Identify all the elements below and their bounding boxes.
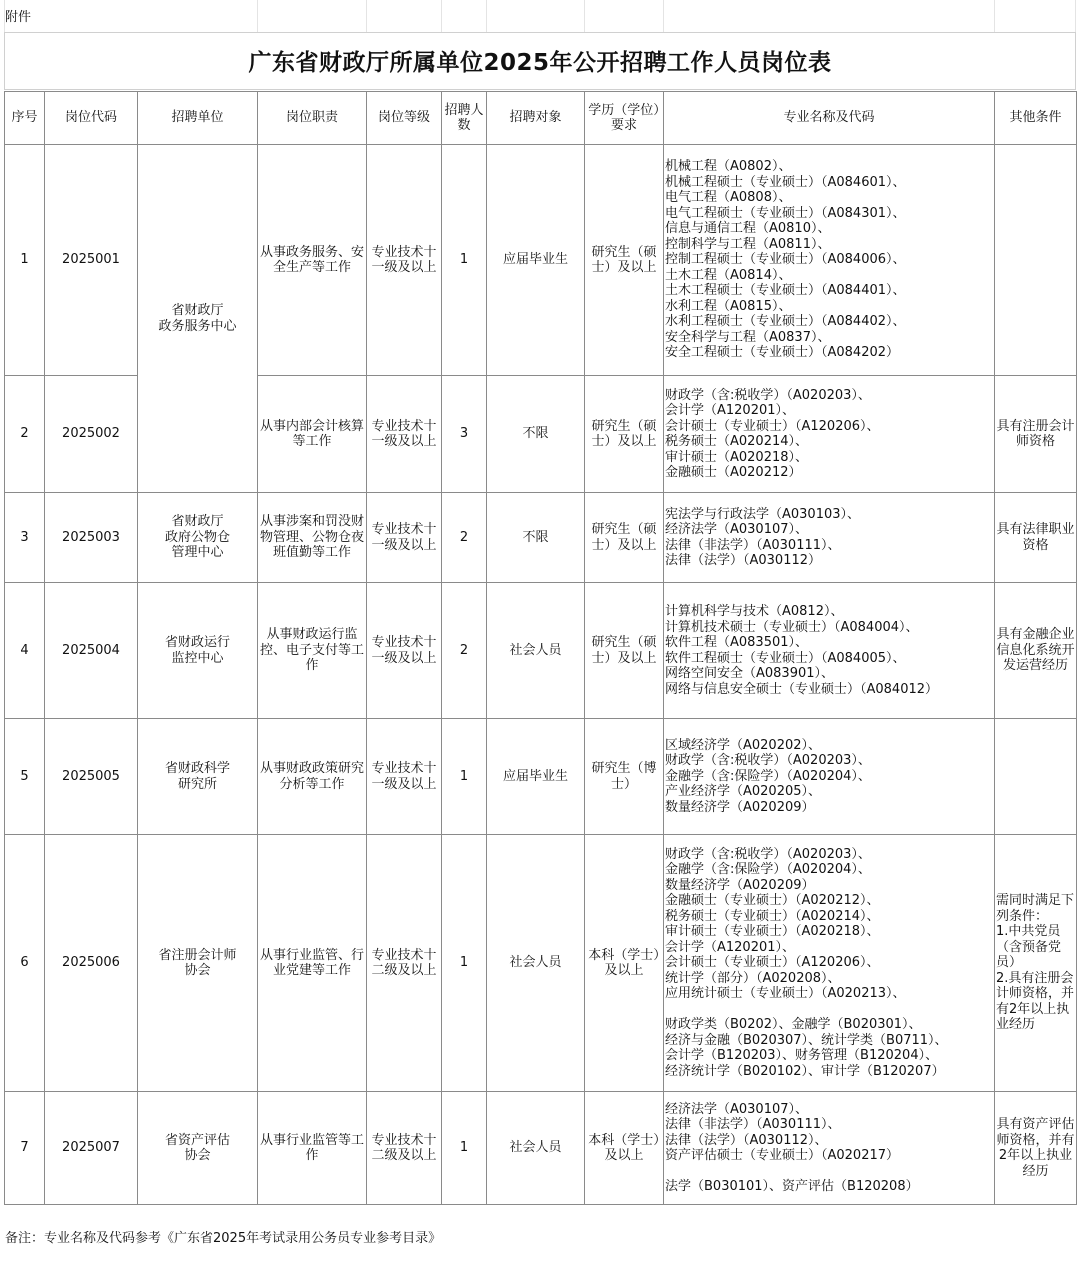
cell-count-text: 2 <box>459 642 469 658</box>
cell-duty <box>258 493 367 583</box>
major-line: 审计硕士（A020218）、 <box>665 449 809 465</box>
table-row <box>5 835 1077 1092</box>
major-line: 会计硕士（专业硕士）（A120206）、 <box>665 955 880 971</box>
major-line: 财政学（含:税收学）（A020203）、 <box>665 753 871 769</box>
header-duty: 岗位职责 <box>258 92 367 145</box>
cell-duty <box>258 1092 367 1205</box>
header-no: 序号 <box>5 92 45 145</box>
cell-count-text: 1 <box>459 1140 469 1156</box>
major-line: 电气工程（A0808）、 <box>665 190 792 206</box>
cell-unit-text <box>139 514 256 561</box>
cell-unit-text <box>139 1133 256 1164</box>
cell-majors <box>664 376 995 493</box>
header-edu: 学历（学位）要求 <box>585 92 664 145</box>
table-header-row <box>5 92 1077 145</box>
page-title: 广东省财政厅所属单位2025年公开招聘工作人员岗位表 <box>248 50 832 76</box>
cell-unit <box>138 835 258 1092</box>
cell-edu <box>585 376 664 493</box>
cell-edu-text: 研究生（博士） <box>591 761 657 792</box>
cell-unit-text <box>139 635 256 666</box>
major-line: 法学（B030101）、资产评估（B120208） <box>665 1179 919 1194</box>
cell-target-text: 不限 <box>522 529 549 545</box>
table-row <box>5 1092 1077 1205</box>
text-line: 省财政科学 <box>164 761 230 776</box>
text-line: 监控中心 <box>171 650 224 666</box>
cell-target <box>487 145 585 376</box>
cell-duty-text: 从事财政政策研究分析等工作 <box>259 761 364 792</box>
cell-other-text: 具有注册会计师资格 <box>996 418 1075 449</box>
cell-no-text: 5 <box>20 768 29 784</box>
major-line: 计算机技术硕士（专业硕士）（A084004）、 <box>665 619 919 635</box>
major-line: 经济法学（A030107）、 <box>665 1101 809 1117</box>
cell-duty <box>258 376 367 493</box>
major-line: 财政学类（B0202）、金融学（B020301）、 <box>665 1017 922 1033</box>
major-line: 税务硕士（A020214）、 <box>665 434 809 449</box>
cell-no <box>5 145 45 376</box>
major-line: 水利工程硕士（专业硕士）（A084402）、 <box>665 314 906 330</box>
cell-code <box>45 493 138 583</box>
cell-count <box>442 376 487 493</box>
cell-other <box>995 719 1077 835</box>
major-line: 财政学（含:税收学）（A020203）、 <box>665 846 871 862</box>
cell-code-text: 2025004 <box>62 642 120 658</box>
cell-majors <box>664 835 995 1092</box>
cell-majors <box>664 493 995 583</box>
major-line: 经济与金融（B020307）、统计学类（B0711）、 <box>665 1032 948 1048</box>
header-other: 其他条件 <box>995 92 1077 145</box>
text-line: 省财政厅 <box>171 514 224 530</box>
cell-target <box>487 376 585 493</box>
cell-edu-text: 本科（学士）及以上 <box>588 947 660 978</box>
major-line: 法律（法学）（A030112） <box>665 553 822 568</box>
major-line: 法律（非法学）（A030111）、 <box>665 537 841 553</box>
cell-unit <box>138 493 258 583</box>
major-line: 会计硕士（专业硕士）（A120206）、 <box>665 418 880 434</box>
cell-duty <box>258 583 367 719</box>
cell-count <box>442 1092 487 1205</box>
cell-no-text: 4 <box>20 642 29 658</box>
major-line: 产业经济学（A020205）、 <box>665 784 822 800</box>
cell-target-text: 不限 <box>522 426 549 442</box>
cell-count-text: 1 <box>459 252 469 268</box>
major-line: 税务硕士（专业硕士）（A020214）、 <box>665 908 880 924</box>
major-line: 金融学（含:保险学）（A020204）、 <box>665 768 871 784</box>
major-line: 会计学（A120201）、 <box>665 939 796 955</box>
cell-duty-text: 从事涉案和罚没财物管理、公物仓夜班值勤等工作 <box>259 514 364 561</box>
major-line: 法律（非法学）（A030111）、 <box>665 1117 841 1132</box>
cell-other-text: 具有资产评估师资格，并有2年以上执业经历 <box>996 1117 1075 1179</box>
cell-target <box>487 493 585 583</box>
footnote: 备注：专业名称及代码参考《广东省2025年考试录用公务员专业参考目录》 <box>5 1231 442 1246</box>
cell-target-text: 应届毕业生 <box>502 252 568 268</box>
major-line: 会计学（A120201）、 <box>665 403 796 418</box>
cell-unit-text <box>139 761 256 792</box>
cell-target-text: 社会人员 <box>509 642 562 658</box>
cell-duty-text: 从事行业监管、行业党建等工作 <box>259 947 364 978</box>
cell-no <box>5 493 45 583</box>
cell-duty-text: 从事政务服务、安全生产等工作 <box>259 244 364 275</box>
cell-count <box>442 835 487 1092</box>
cell-count <box>442 493 487 583</box>
cell-count <box>442 145 487 376</box>
cell-edu <box>585 583 664 719</box>
cell-no-text: 1 <box>20 252 29 268</box>
text-line: 需同时满足下列条件： <box>996 893 1075 924</box>
cell-edu-text: 研究生（硕士）及以上 <box>591 244 657 275</box>
major-line: 安全科学与工程（A0837）、 <box>665 329 831 345</box>
major-line: 电气工程硕士（专业硕士）（A084301）、 <box>665 205 906 221</box>
cell-target <box>487 583 585 719</box>
cell-edu <box>585 835 664 1092</box>
cell-no-text: 7 <box>20 1140 29 1156</box>
cell-code-text: 2025002 <box>62 426 120 442</box>
table-row <box>5 145 1077 376</box>
major-line: 区域经济学（A020202）、 <box>665 737 822 753</box>
cell-code <box>45 376 138 493</box>
cell-duty-text: 从事财政运行监控、电子支付等工作 <box>259 627 364 674</box>
cell-count <box>442 719 487 835</box>
cell-edu-text: 研究生（硕士）及以上 <box>591 522 657 553</box>
major-line: 经济法学（A030107）、 <box>665 522 809 537</box>
cell-duty <box>258 145 367 376</box>
top-grid <box>4 0 1076 32</box>
cell-majors <box>664 719 995 835</box>
annex-label: 附件 <box>5 10 32 25</box>
cell-count-text: 1 <box>459 955 469 971</box>
cell-level-text: 专业技术十二级及以上 <box>371 1132 437 1163</box>
text-line: 2.具有注册会计师资格，并有2年以上执业经历 <box>996 970 1075 1033</box>
major-line: 机械工程（A0802）、 <box>665 159 792 175</box>
major-line: 软件工程硕士（专业硕士）（A084005）、 <box>665 650 906 666</box>
major-line: 宪法学与行政法学（A030103）、 <box>665 506 861 522</box>
cell-level-text: 专业技术十一级及以上 <box>371 635 437 666</box>
cell-no <box>5 719 45 835</box>
header-target: 招聘对象 <box>487 92 585 145</box>
cell-target <box>487 1092 585 1205</box>
cell-level-text: 专业技术十一级及以上 <box>371 244 437 275</box>
cell-edu-text: 研究生（硕士）及以上 <box>591 418 657 449</box>
major-line: 统计学（部分）（A020208）、 <box>665 970 841 986</box>
major-line: 数量经济学（A020209） <box>665 799 815 815</box>
cell-other-text <box>996 893 1075 1033</box>
cell-other-text: 具有金融企业信息化系统开发运营经历 <box>996 627 1075 674</box>
text-line: 省资产评估 <box>164 1132 230 1148</box>
cell-code-text: 2025007 <box>62 1140 120 1156</box>
cell-edu <box>585 493 664 583</box>
cell-level <box>367 835 442 1092</box>
cell-other <box>995 583 1077 719</box>
text-line: 协会 <box>184 963 211 978</box>
major-line <box>665 1164 993 1180</box>
major-line: 土木工程硕士（专业硕士）（A084401）、 <box>665 283 906 299</box>
cell-code <box>45 583 138 719</box>
cell-code-text: 2025003 <box>62 529 120 545</box>
cell-duty-text: 从事行业监管等工作 <box>259 1132 364 1163</box>
major-line <box>665 1002 993 1018</box>
cell-level <box>367 376 442 493</box>
header-count: 招聘人数 <box>442 92 487 145</box>
major-line: 金融硕士（A020212） <box>665 465 802 480</box>
major-line: 信息与通信工程（A0810）、 <box>665 221 831 237</box>
major-line: 机械工程硕士（专业硕士）（A084601）、 <box>665 174 906 190</box>
cell-code <box>45 719 138 835</box>
text-line: 1.中共党员（含预备党员） <box>996 924 1062 971</box>
text-line: 省财政厅 <box>171 303 224 318</box>
major-line: 经济统计学（B020102）、审计学（B120207） <box>665 1063 945 1079</box>
table-row <box>5 493 1077 583</box>
cell-other-text: 具有法律职业资格 <box>996 522 1075 553</box>
cell-code-text: 2025006 <box>62 955 120 971</box>
cell-no <box>5 835 45 1092</box>
major-line: 安全工程硕士（专业硕士）（A084202） <box>665 345 900 361</box>
text-line: 省财政运行 <box>164 635 230 650</box>
cell-majors <box>664 1092 995 1205</box>
cell-count <box>442 583 487 719</box>
major-line: 土木工程（A0814）、 <box>665 267 792 283</box>
major-line: 网络与信息安全硕士（专业硕士）（A084012） <box>665 681 939 697</box>
cell-other <box>995 145 1077 376</box>
cell-target <box>487 719 585 835</box>
cell-level <box>367 493 442 583</box>
cell-level <box>367 1092 442 1205</box>
header-unit: 招聘单位 <box>138 92 258 145</box>
cell-unit-text <box>139 948 256 979</box>
cell-count-text: 3 <box>459 426 469 442</box>
cell-no <box>5 376 45 493</box>
cell-level-text: 专业技术十一级及以上 <box>371 418 437 449</box>
cell-other <box>995 835 1077 1092</box>
cell-majors <box>664 583 995 719</box>
text-line: 管理中心 <box>171 545 224 561</box>
major-line: 软件工程（A083501）、 <box>665 635 809 650</box>
table-row <box>5 583 1077 719</box>
major-line: 网络空间安全（A083901）、 <box>665 666 835 681</box>
text-line: 研究所 <box>177 776 217 792</box>
cell-majors <box>664 145 995 376</box>
major-line: 控制工程硕士（专业硕士）（A084006）、 <box>665 252 906 268</box>
cell-no-text: 3 <box>20 529 29 545</box>
cell-level <box>367 719 442 835</box>
cell-level-text: 专业技术十一级及以上 <box>371 522 437 553</box>
cell-target-text: 社会人员 <box>509 955 562 971</box>
cell-other <box>995 493 1077 583</box>
major-line: 金融学（含:保险学）（A020204）、 <box>665 862 871 878</box>
major-line: 金融硕士（专业硕士）（A020212）、 <box>665 893 880 909</box>
cell-level <box>367 583 442 719</box>
cell-edu-text: 本科（学士）及以上 <box>588 1132 660 1163</box>
table-row <box>5 719 1077 835</box>
cell-target-text: 社会人员 <box>509 1140 562 1156</box>
cell-duty <box>258 719 367 835</box>
positions-table <box>4 91 1077 1205</box>
cell-unit <box>138 583 258 719</box>
cell-other <box>995 376 1077 493</box>
cell-edu <box>585 1092 664 1205</box>
major-line: 水利工程（A0815）、 <box>665 298 792 314</box>
text-line: 政务服务中心 <box>158 318 237 334</box>
cell-code-text: 2025001 <box>62 252 120 268</box>
cell-no-text: 6 <box>20 955 29 971</box>
cell-unit-text <box>139 303 256 334</box>
cell-count-text: 2 <box>459 529 469 545</box>
cell-code-text: 2025005 <box>62 768 120 784</box>
cell-duty-text: 从事内部会计核算等工作 <box>259 418 364 449</box>
text-line: 省注册会计师 <box>158 947 237 963</box>
header-majors: 专业名称及代码 <box>664 92 995 145</box>
text-line: 协会 <box>184 1148 211 1163</box>
major-line: 审计硕士（专业硕士）（A020218）、 <box>665 924 880 940</box>
cell-code <box>45 1092 138 1205</box>
major-line: 数量经济学（A020209） <box>665 877 815 893</box>
cell-unit <box>138 719 258 835</box>
cell-code <box>45 835 138 1092</box>
cell-code <box>45 145 138 376</box>
major-line: 计算机科学与技术（A0812）、 <box>665 604 844 619</box>
text-line: 政府公物仓 <box>164 529 230 545</box>
cell-unit <box>138 145 258 493</box>
cell-target-text: 应届毕业生 <box>502 768 568 784</box>
major-line: 资产评估硕士（专业硕士）（A020217） <box>665 1148 900 1163</box>
cell-no <box>5 1092 45 1205</box>
cell-level <box>367 145 442 376</box>
header-code: 岗位代码 <box>45 92 138 145</box>
cell-edu-text: 研究生（硕士）及以上 <box>591 635 657 666</box>
cell-target <box>487 835 585 1092</box>
cell-level-text: 专业技术十二级及以上 <box>371 947 437 978</box>
major-line: 财政学（含:税收学）（A020203）、 <box>665 387 871 403</box>
major-line: 会计学（B120203）、财务管理（B120204）、 <box>665 1048 939 1064</box>
major-line: 应用统计硕士（专业硕士）（A020213）、 <box>665 986 906 1002</box>
header-level: 岗位等级 <box>367 92 442 145</box>
cell-count-text: 1 <box>459 768 469 784</box>
cell-no <box>5 583 45 719</box>
cell-duty <box>258 835 367 1092</box>
cell-unit <box>138 1092 258 1205</box>
cell-other <box>995 1092 1077 1205</box>
cell-level-text: 专业技术十一级及以上 <box>371 761 437 792</box>
cell-no-text: 2 <box>20 426 29 442</box>
cell-edu <box>585 719 664 835</box>
major-line: 法律（法学）（A030112）、 <box>665 1132 828 1148</box>
major-line: 控制科学与工程（A0811）、 <box>665 236 831 252</box>
cell-edu <box>585 145 664 376</box>
